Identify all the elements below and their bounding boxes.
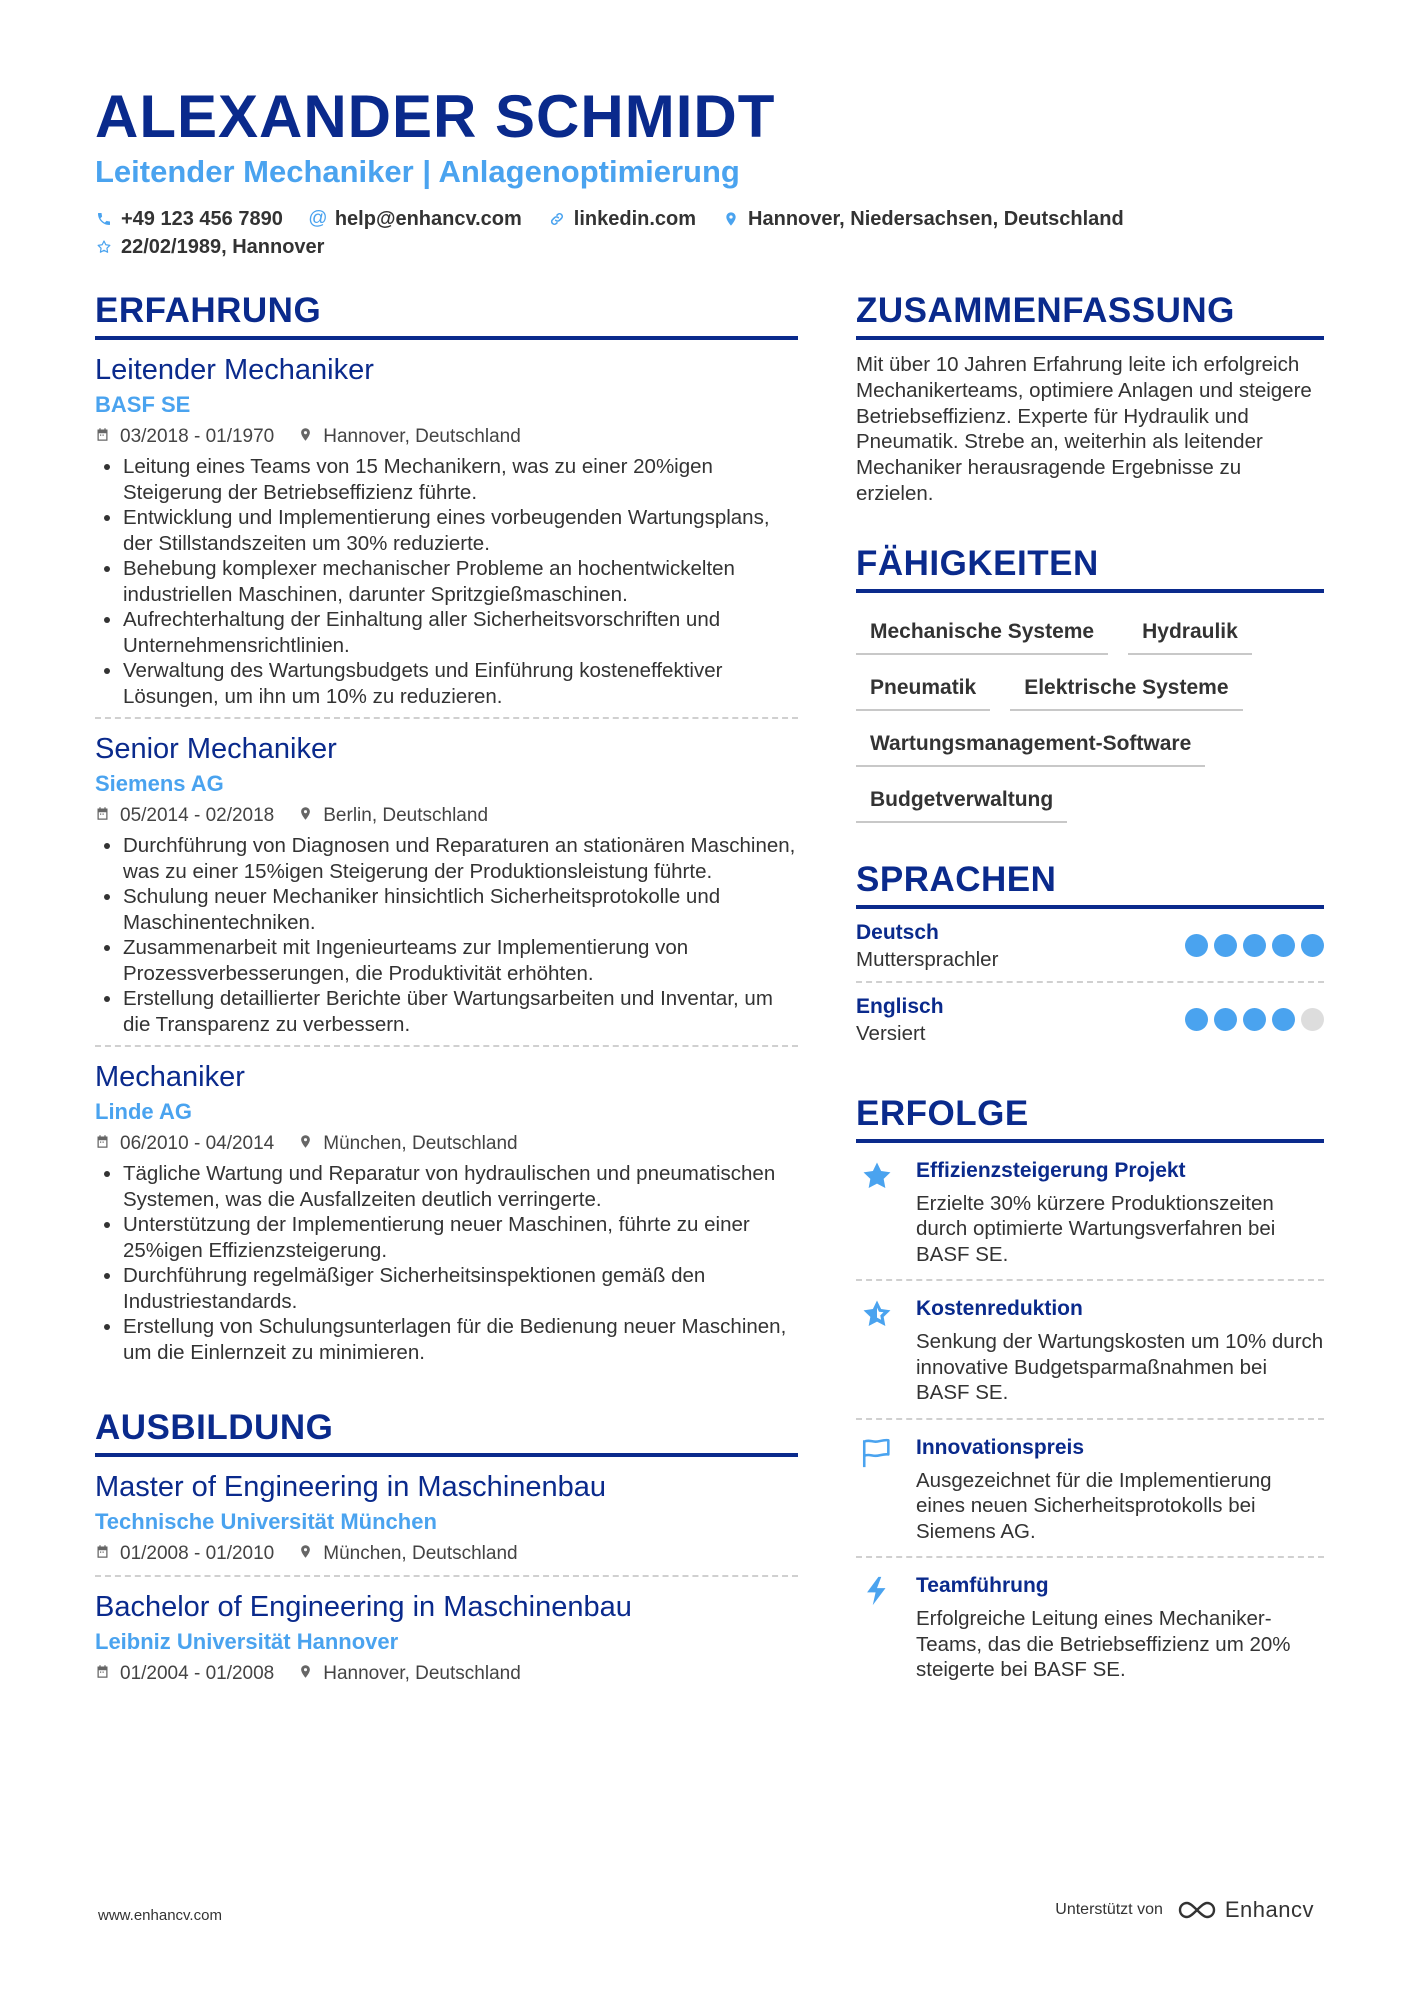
entry-meta xyxy=(95,1539,798,1569)
achievement-body xyxy=(916,1434,1324,1545)
achievement-description: Senkung der Wartungskosten um 10% durch innovative Budgetsparmaßnahmen bei BASF SE. xyxy=(916,1330,1324,1405)
proficiency-dots xyxy=(1185,1008,1324,1031)
education-list xyxy=(95,1457,798,1695)
entry-location xyxy=(298,1129,517,1159)
language-row xyxy=(856,983,1324,1055)
entry-meta xyxy=(95,1659,798,1689)
footer-branding xyxy=(1055,1897,1314,1923)
job-bullets xyxy=(95,833,798,1037)
languages-title: SPRACHEN xyxy=(856,859,1324,909)
calendar-icon xyxy=(95,1539,110,1569)
company-name: Linde AG xyxy=(95,1099,192,1124)
dot-empty xyxy=(1301,1008,1324,1031)
skill-tag: Pneumatik xyxy=(856,663,990,711)
left-column xyxy=(95,290,798,1695)
dates-text: 01/2008 - 01/2010 xyxy=(120,1543,275,1564)
education-title: AUSBILDUNG xyxy=(95,1407,798,1457)
location-text: München, Deutschland xyxy=(323,1543,518,1564)
bullet-item: • Unterstützung der Implementierung neuer Maschinen, führte zu einer 25%igen Effizienzsteigerung. xyxy=(123,1212,798,1263)
achievements-title: ERFOLGE xyxy=(856,1093,1324,1143)
skills-list xyxy=(856,599,1324,823)
contact-linkedin[interactable]: linkedin.com xyxy=(548,205,696,233)
star-filled-icon xyxy=(856,1157,898,1268)
enhancv-logo[interactable]: Enhancv xyxy=(1175,1897,1314,1923)
job-bullets xyxy=(95,1161,798,1365)
dates-text: 01/2004 - 01/2008 xyxy=(120,1663,275,1684)
entry-location xyxy=(298,1659,521,1689)
dot-filled xyxy=(1301,934,1324,957)
summary-text: Mit über 10 Jahren Erfahrung leite ich erfolgreich Mechanikerteams, optimiere Anlagen und steigere Betriebseffizienz. Experte für Hydraulik und Pneumatik. Strebe an, weiterhin als leitender Mechaniker herausragende Ergebnisse zu erzielen. xyxy=(856,353,1312,505)
entry-dates xyxy=(95,1539,274,1569)
achievement-body xyxy=(916,1295,1324,1406)
powered-by-label: Unterstützt von xyxy=(1055,1901,1163,1918)
headline: Leitender Mechaniker | Anlagenoptimierung xyxy=(95,154,740,189)
languages-list xyxy=(856,909,1324,1055)
job-title: Mechaniker xyxy=(95,1061,245,1093)
school-name: Leibniz Universität Hannover xyxy=(95,1629,399,1654)
dot-filled xyxy=(1243,1008,1266,1031)
summary-title: ZUSAMMENFASSUNG xyxy=(856,290,1324,340)
location-text: Berlin, Deutschland xyxy=(323,805,489,826)
entry-dates xyxy=(95,801,274,831)
location-pin-icon xyxy=(722,210,740,228)
achievement-title: Kostenreduktion xyxy=(916,1297,1083,1321)
calendar-icon xyxy=(95,801,110,831)
calendar-icon xyxy=(95,1659,110,1689)
entry-location xyxy=(298,801,488,831)
bullet-item: • Entwicklung und Implementierung eines vorbeugenden Wartungsplans, der Stillstandszeiten um 30% reduzierte. xyxy=(123,505,798,556)
location-pin-icon xyxy=(298,1539,313,1569)
company-name: Siemens AG xyxy=(95,771,224,796)
star-outline-icon xyxy=(95,238,113,256)
dates-text: 06/2010 - 04/2014 xyxy=(120,1133,275,1154)
language-info xyxy=(856,993,944,1047)
bullet-item: • Leitung eines Teams von 15 Mechanikern, was zu einer 20%igen Steigerung der Betriebseffizienz führte. xyxy=(123,454,798,505)
infinity-logo-icon xyxy=(1175,1899,1219,1921)
experience-entry xyxy=(95,340,798,719)
bullet-item: • Erstellung detaillierter Berichte über Wartungsarbeiten und Inventar, um die Transparenz zu verbessern. xyxy=(123,986,798,1037)
education-entry xyxy=(95,1577,798,1695)
skill-tag: Wartungsmanagement-Software xyxy=(856,719,1205,767)
bullet-item: • Verwaltung des Wartungsbudgets und Einführung kosteneffektiver Lösungen, um ihn um 10% zu reduzieren. xyxy=(123,658,798,709)
language-name: Deutsch xyxy=(856,920,939,944)
calendar-icon xyxy=(95,422,110,452)
skill-tag: Elektrische Systeme xyxy=(1010,663,1242,711)
experience-entry xyxy=(95,719,798,1047)
language-row xyxy=(856,909,1324,983)
location-pin-icon xyxy=(298,422,313,452)
proficiency-dots xyxy=(1185,934,1324,957)
bullet-item: • Aufrechterhaltung der Einhaltung aller Sicherheitsvorschriften und Unternehmensrichtlinien. xyxy=(123,607,798,658)
achievement-title: Innovationspreis xyxy=(916,1435,1085,1459)
star-outline-icon xyxy=(856,1295,898,1406)
achievement-description: Erfolgreiche Leitung eines Mechaniker-Teams, das die Betriebseffizienz um 20% steigerte bei BASF SE. xyxy=(916,1607,1291,1682)
job-bullets xyxy=(95,454,798,709)
education-entry xyxy=(95,1457,798,1577)
phone-icon xyxy=(95,210,113,228)
language-level: Muttersprachler xyxy=(856,947,999,971)
language-name: Englisch xyxy=(856,994,944,1018)
location-pin-icon xyxy=(298,801,313,831)
dates-text: 03/2018 - 01/1970 xyxy=(120,426,275,447)
contact-info xyxy=(95,205,1335,261)
achievement-item xyxy=(856,1420,1324,1559)
skills-title: FÄHIGKEITEN xyxy=(856,543,1324,593)
entry-location xyxy=(298,422,521,452)
degree-title: Master of Engineering in Maschinenbau xyxy=(95,1471,607,1503)
achievements-list xyxy=(856,1143,1324,1695)
candidate-name: ALEXANDER SCHMIDT xyxy=(95,83,776,150)
contact-location: Hannover, Niedersachsen, Deutschland xyxy=(722,205,1124,233)
achievement-item xyxy=(856,1143,1324,1282)
location-text: München, Deutschland xyxy=(323,1133,518,1154)
contact-email[interactable]: @ help@enhancv.com xyxy=(308,208,522,230)
job-title: Leitender Mechaniker xyxy=(95,354,374,386)
language-level: Versiert xyxy=(856,1021,926,1045)
company-name: BASF SE xyxy=(95,392,191,417)
entry-meta xyxy=(95,801,798,831)
school-name: Technische Universität München xyxy=(95,1509,437,1534)
bullet-item: • Durchführung regelmäßiger Sicherheitsinspektionen gemäß den Industriestandards. xyxy=(123,1263,798,1314)
degree-title: Bachelor of Engineering in Maschinenbau xyxy=(95,1591,632,1623)
contact-birth: 22/02/1989, Hannover xyxy=(95,233,324,261)
entry-dates xyxy=(95,422,274,452)
entry-meta xyxy=(95,1129,798,1159)
experience-list xyxy=(95,340,798,1373)
skill-tag: Hydraulik xyxy=(1128,607,1252,655)
achievement-body xyxy=(916,1572,1324,1683)
footer-website[interactable]: www.enhancv.com xyxy=(98,1907,222,1924)
bullet-item: • Erstellung von Schulungsunterlagen für die Bedienung neuer Maschinen, um die Einlernzeit zu minimieren. xyxy=(123,1314,798,1365)
achievement-title: Teamführung xyxy=(916,1574,1049,1598)
dot-filled xyxy=(1272,934,1295,957)
language-info xyxy=(856,919,998,973)
experience-entry xyxy=(95,1047,798,1373)
achievement-body xyxy=(916,1157,1324,1268)
location-pin-icon xyxy=(298,1129,313,1159)
dot-filled xyxy=(1272,1008,1295,1031)
flag-icon xyxy=(856,1434,898,1545)
calendar-icon xyxy=(95,1129,110,1159)
location-text: Hannover, Deutschland xyxy=(323,426,521,447)
link-icon xyxy=(548,210,566,228)
skill-tag: Budgetverwaltung xyxy=(856,775,1067,823)
entry-dates xyxy=(95,1129,274,1159)
dot-filled xyxy=(1243,934,1266,957)
skill-tag: Mechanische Systeme xyxy=(856,607,1108,655)
achievement-description: Ausgezeichnet für die Implementierung eines neuen Sicherheitsprotokolls bei Siemens AG. xyxy=(916,1468,1272,1543)
experience-title: ERFAHRUNG xyxy=(95,290,798,340)
at-icon: @ xyxy=(308,208,328,229)
achievement-description: Erzielte 30% kürzere Produktionszeiten durch optimierte Wartungsverfahren bei BASF SE. xyxy=(916,1191,1276,1266)
job-title: Senior Mechaniker xyxy=(95,733,337,765)
bullet-item: • Tägliche Wartung und Reparatur von hydraulischen und pneumatischen Systemen, was die Ausfallzeiten deutlich verringerte. xyxy=(123,1161,798,1212)
entry-location xyxy=(298,1539,517,1569)
dot-filled xyxy=(1214,1008,1237,1031)
entry-dates xyxy=(95,1659,274,1689)
achievement-title: Effizienzsteigerung Projekt xyxy=(916,1158,1186,1182)
bullet-item: • Zusammenarbeit mit Ingenieurteams zur Implementierung von Prozessverbesserungen, die Produktivität erhöhten. xyxy=(123,935,798,986)
right-column xyxy=(856,290,1324,1695)
bullet-item: • Durchführung von Diagnosen und Reparaturen an stationären Maschinen, was zu einer 15%igen Steigerung der Produktionsleistung führte. xyxy=(123,833,798,884)
dates-text: 05/2014 - 02/2018 xyxy=(120,805,275,826)
dot-filled xyxy=(1185,934,1208,957)
bullet-item: • Behebung komplexer mechanischer Probleme an hochentwickelten industriellen Maschinen, darunter Spritzgießmaschinen. xyxy=(123,556,798,607)
achievement-item xyxy=(856,1281,1324,1420)
bullet-item: • Schulung neuer Mechaniker hinsichtlich Sicherheitsprotokolle und Maschinentechniken. xyxy=(123,884,798,935)
dot-filled xyxy=(1185,1008,1208,1031)
location-pin-icon xyxy=(298,1659,313,1689)
contact-phone: +49 123 456 7890 xyxy=(95,205,283,233)
entry-meta xyxy=(95,422,798,452)
lightning-icon xyxy=(856,1572,898,1683)
dot-filled xyxy=(1214,934,1237,957)
location-text: Hannover, Deutschland xyxy=(323,1663,521,1684)
achievement-item xyxy=(856,1558,1324,1695)
